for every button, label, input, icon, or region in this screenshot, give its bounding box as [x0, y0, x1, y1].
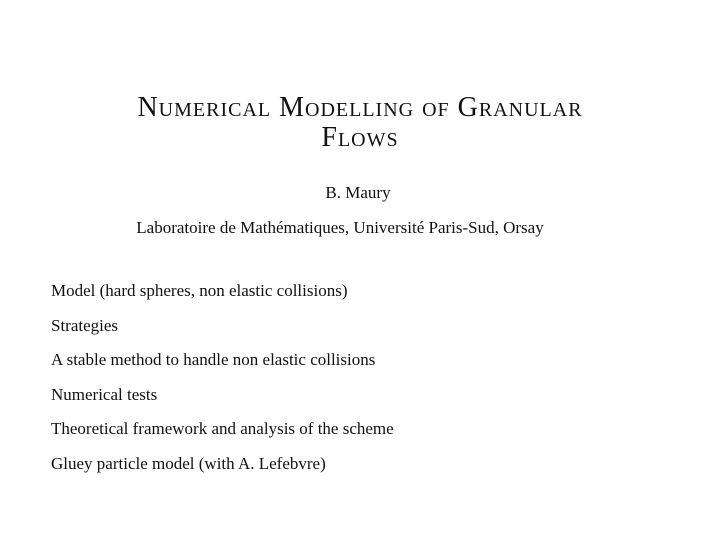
title-line-2: Flows	[321, 122, 399, 153]
outline-item: Gluey particle model (with A. Lefebvre)	[51, 453, 326, 473]
outline-list	[51, 281, 394, 489]
outline-item: A stable method to handle non elastic collisions	[51, 350, 376, 370]
author-affiliation: Laboratoire de Mathématiques, Université Paris-Sud, Orsay	[136, 218, 544, 237]
outline-item: Model (hard spheres, non elastic collisions)	[51, 281, 348, 300]
slide-title	[60, 93, 660, 153]
title-line-1: Numerical Modelling of Granular	[137, 92, 583, 123]
outline-item: Strategies	[51, 315, 119, 335]
author-name: B. Maury	[325, 183, 391, 202]
outline-item: Theoretical framework and analysis of the scheme	[51, 419, 394, 439]
outline-item: Numerical tests	[51, 384, 158, 404]
